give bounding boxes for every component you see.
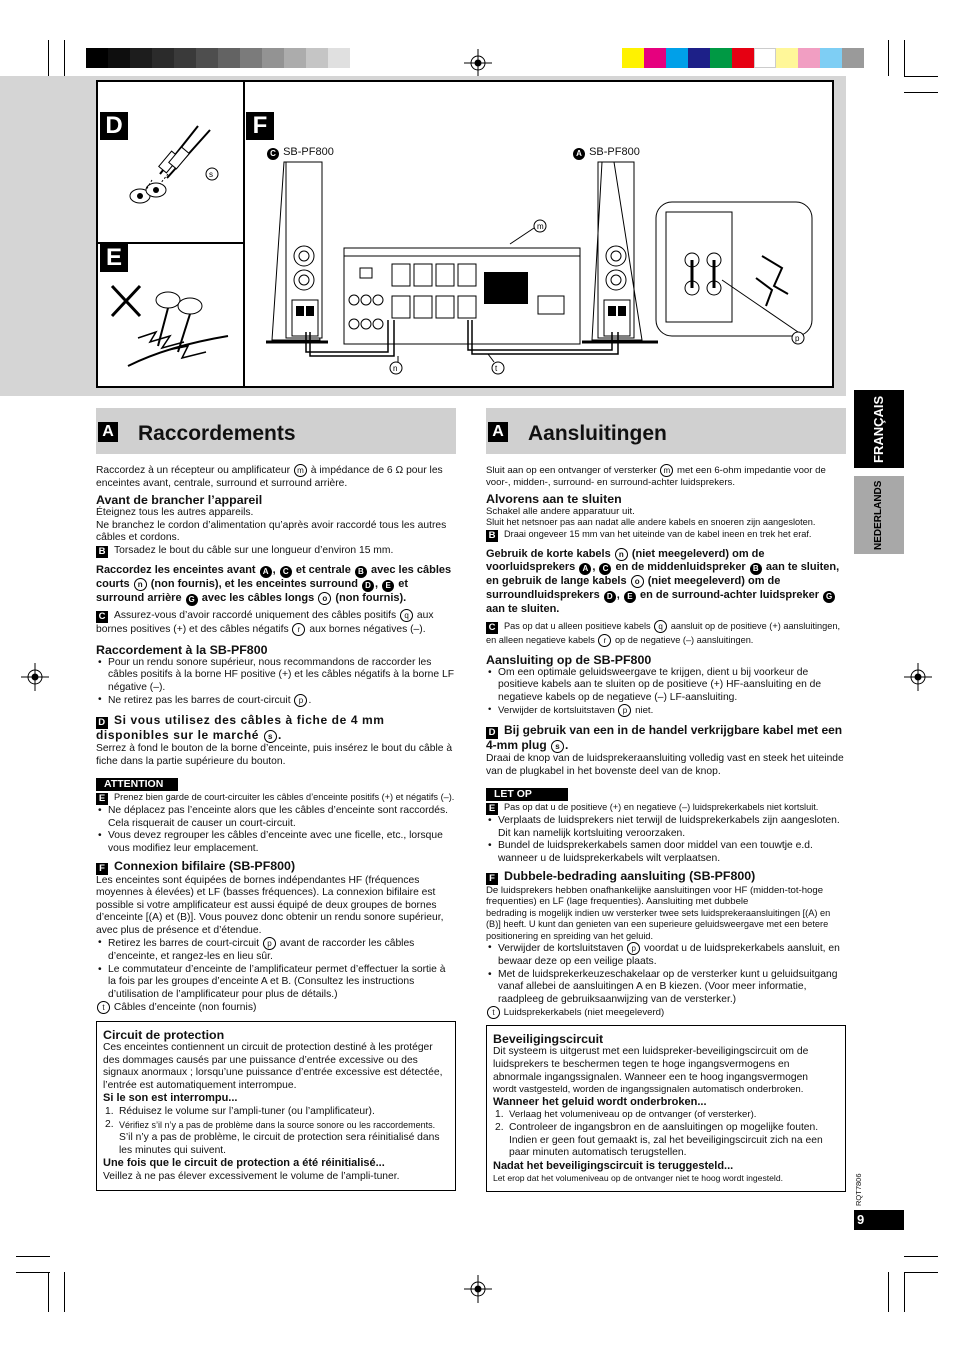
paragraph: Serrez à fond le bouton de la borne d’enceinte, puis insérez le bout du câble à fiche dans la partie supérieure du bouton.: [96, 742, 453, 767]
connection-diagram: [262, 160, 832, 382]
box-title: Beveiligingscircuit: [493, 1032, 604, 1047]
box-paragraph: Ces enceintes contiennent un circuit de protection destiné à les protéger des dommages causés par une puissance d’entrée excessive ou des signaux anormaux ; lorsqu’une puissance d’entrée excessive est détectée, l’entrée est automatiquement interrompue.: [103, 1042, 443, 1091]
speaker-left-label: [266, 146, 334, 160]
language-tab-dutch: [854, 476, 904, 554]
list-item: 2. Vérifiez s’il n’y a pas de problème dans la source sonore ou les raccordements. S’il n’y a pas de problème, le circuit de protection sera réinitialisé dans les minutes qui suivent.: [105, 1118, 440, 1156]
step-b: B Draai ongeveer 15 mm van het uiteinde van de kabel ineen en trek het eraf.: [486, 529, 846, 542]
bullet-list: [96, 805, 456, 855]
speaker-right-label: [572, 146, 640, 160]
box-subtitle: Nadat het beveiligingscircuit is teruggesteld...: [493, 1159, 734, 1172]
section-label: A: [98, 422, 118, 442]
figure-divider: [243, 80, 245, 388]
page-title: Raccordements: [138, 422, 296, 445]
document-code: RQT7806: [854, 1173, 863, 1206]
numbered-list: [493, 1109, 839, 1159]
french-column: [96, 408, 456, 1191]
step-d-title: D Bij gebruik van een in de handel verkrijgbare kabel met een 4-mm plug s .: [486, 722, 843, 752]
box-paragraph: Veillez à ne pas élever excessivement le volume de l’ampli-tuner.: [103, 1170, 400, 1182]
bullet-list: [486, 815, 846, 865]
section-heading: [96, 408, 456, 454]
page-number: 9: [854, 1210, 904, 1230]
step-f-title: F Connexion bifilaire (SB-PF800): [96, 859, 456, 875]
numbered-list: [103, 1106, 449, 1157]
list-item: • Le commutateur d’enceinte de l’amplificateur permet d’effectuer la sortie à la fois par les groupes d’enceinte A et B. (Consultez les instructions d’utilisation de l’amplificateur pour plus de détails.): [108, 964, 456, 1002]
step-c: C Pas op dat u alleen positieve kabels q aansluit op de positieve (+) aansluitingen, en alleen negatieve kabels r op de negatieve (–) aansluitingen.: [486, 620, 841, 645]
bullet-list: [486, 667, 846, 718]
section-subtitle: Aansluiting op de SB-PF800: [486, 652, 652, 667]
box-title: Circuit de protection: [103, 1028, 225, 1043]
bullet-list: [486, 942, 846, 1006]
dutch-column: [486, 408, 846, 1192]
plug-cable-illustration: [112, 118, 232, 218]
box-subtitle: Une fois que le circuit de protection a été réinitialisé...: [103, 1157, 385, 1170]
paragraph: Schakel alle andere apparatuur uit.: [486, 505, 635, 517]
warning-label: LET OP: [486, 784, 846, 802]
protection-circuit-box: [96, 1021, 456, 1191]
callout-p: p: [795, 334, 800, 343]
language-tab-french: [854, 390, 904, 468]
figure-label-d: D: [100, 112, 128, 140]
list-item: • Met de luidsprekerkeuzeschakelaar op de versterker kunt u geluidsuitgang vanaf allebei de aansluitingen A en B kiezen. (Voor meer informatie, raadpleeg de gebruiksaanwijzing van de versterker.): [498, 969, 846, 1007]
paragraph: Sluit het netsnoer pas aan nadat alle andere kabels en snoeren zijn aangesloten.: [486, 517, 816, 528]
step-c: C Assurez-vous d’avoir raccordé uniquement des câbles positifs q aux bornes positives (+) et des câbles négatifs r aux bornes négatives (–).: [96, 609, 434, 635]
step-d-title: D Si vous utilisez des câbles à fiche de 4 mm disponibles sur le marché s .: [96, 712, 385, 742]
callout-s: s: [209, 170, 213, 179]
section-subtitle: Raccordement à la SB-PF800: [96, 642, 268, 657]
language-tab-label: NEDERLANDS: [873, 480, 884, 550]
list-item: • Ne retirez pas les barres de court-circuit p .: [108, 694, 456, 708]
step-e: E Prenez bien garde de court-circuiter les câbles d’enceinte positifs (+) et négatifs (–).: [96, 792, 456, 805]
callout-m: m: [537, 222, 544, 231]
list-item: • Bundel de luidsprekerkabels samen door middel van een touwtje e.d. wanneer u de luidsprekerkabels wilt verplaatsen.: [498, 840, 846, 865]
list-item: 2. Controleer de ingangsbron en de aansluitingen op mogelijke fouten. Indien er geen fout gemaakt is, zal het beveiligingscircuit zich na een paar minuten automatisch terugstellen.: [495, 1122, 823, 1159]
step-e: E Pas op dat u de positieve (+) en negatieve (–) luidsprekerkabels niet kortsluit.: [486, 802, 846, 815]
box-paragraph: Let erop dat het volumeniveau op de ontvanger niet te hoog wordt ingesteld.: [493, 1173, 784, 1184]
box-paragraph: Dit systeem is uitgerust met een luidspreker-beveiligingscircuit om de luidsprekers te beschermen tegen te hoge ingangsvermogens en abnormale ingangssignalen. Wanneer een te hoog ingangsvermogen: [493, 1046, 809, 1083]
registration-mark-left: [21, 663, 49, 691]
speaker-marker-c: C: [267, 148, 279, 160]
warning-label: ATTENTION: [96, 774, 456, 792]
step-f-title: F Dubbele-bedrading aansluiting (SB-PF800): [486, 869, 846, 885]
list-item: • Vous devez regrouper les câbles d’enceinte avec une ficelle, etc., lorsque vous modifiez leur emplacement.: [108, 830, 456, 855]
section-heading: [486, 408, 846, 454]
speaker-model: SB-PF800: [589, 146, 640, 158]
language-tab-label: FRANÇAIS: [871, 395, 886, 463]
paragraph: Ne branchez le cordon d’alimentation qu’après avoir raccordé tous les autres câbles et cordons.: [96, 519, 447, 544]
list-item: 1. Verlaag het volumeniveau op de ontvanger (of versterker).: [495, 1109, 757, 1121]
paragraph: Les enceintes sont équipées de bornes indépendantes HF (fréquences moyennes à élevées) et LF (basses fréquences). La connexion bifilaire est possible si votre amplificateur est aussi équipé de deux groupes de bornes d’enceinte [(A) et (B)]. Vous pouvez donc obtenir un rendu sonore supérieur, avec plus de présence et d’étendue.: [96, 874, 444, 936]
list-item: • Verplaats de luidsprekers niet terwijl de luidsprekerkabels zijn aangesloten. Dit kan namelijk kortsluiting veroorzaken.: [498, 815, 846, 840]
paragraph: Éteignez tous les autres appareils.: [96, 507, 254, 519]
registration-mark-bottom: [464, 1275, 492, 1303]
cable-note: t Câbles d’enceinte (non fournis): [96, 1001, 456, 1015]
page-title: Aansluitingen: [528, 422, 667, 445]
section-label: A: [488, 422, 508, 442]
section-subtitle: Avant de brancher l’appareil: [96, 493, 263, 508]
short-circuit-warning-illustration: [108, 276, 238, 376]
list-item: • Verwijder de kortsluitstaven p niet.: [498, 704, 846, 718]
figure-label-f: F: [246, 112, 274, 140]
callout-n: n: [393, 364, 398, 373]
list-item: • Verwijder de kortsluitstaven p voordat u de luidsprekerkabels aansluit, en bewaar deze op een veilige plaats.: [498, 942, 846, 968]
list-item: • Om een optimale geluidsweergave te krijgen, dient u bij voorkeur de positieve kabels aan te sluiten op de positieve (+) HF-aansluiting en de negatieve kabels op de negatieve (–) LF-aansluiting.: [498, 667, 846, 705]
paragraph: Draai de knop van de luidsprekeraansluiting volledig vast en steek het uiteinde van de plugkabel in het bovenste deel van de knop.: [486, 752, 844, 777]
list-item: • Ne déplacez pas l’enceinte alors que les câbles d’enceinte sont raccordés. Cela risquerait de causer un court-circuit.: [108, 805, 456, 830]
intro-paragraph: Raccordez à un récepteur ou amplificateur m à impédance de 6 Ω pour les enceintes avant, centrale, surround et surround arrière.: [96, 465, 443, 489]
section-subtitle: Alvorens aan te sluiten: [486, 491, 622, 506]
paragraph: De luidsprekers hebben onafhankelijke aansluitingen voor HF (midden-tot-hoge frequenties) en LF (lage frequenties). Aansluiting met dubbele: [486, 884, 824, 908]
speaker-model: SB-PF800: [283, 146, 334, 158]
registration-mark-top: [464, 49, 492, 77]
cable-note: t Luidsprekerkabels (niet meegeleverd): [486, 1006, 846, 1019]
callout-t: t: [495, 364, 498, 373]
list-item: • Retirez les barres de court-circuit p avant de raccorder les câbles d’enceinte, et rangez-les en lieu sûr.: [108, 937, 456, 963]
box-subtitle: Si le son est interrompu...: [103, 1092, 238, 1105]
step-b: B Torsadez le bout du câble sur une longueur d’environ 15 mm.: [96, 545, 456, 558]
intro-paragraph: Sluit aan op een ontvanger of versterker m met een 6-ohm impedantie voor de voor-, midden-, surround- en surround-achter luidsprekers.: [486, 465, 826, 488]
box-subtitle: Wanneer het geluid wordt onderbroken...: [493, 1095, 707, 1108]
instruction-bold: Gebruik de korte kabels n (niet meegeleverd) om de voorluidsprekers A , C en de middenluidspreker B aan te sluiten, en gebruik de lange kabels o (niet meegeleverd) om de surroundluidsprekers D , E en de surround-achter luidspreker G aan te sluiten.: [486, 547, 840, 615]
registration-mark-right: [904, 663, 932, 691]
list-item: • Pour un rendu sonore supérieur, nous recommandons de raccorder les câbles positifs à la borne HF positive (+) et les câbles négatifs à la borne LF négative (–).: [108, 657, 456, 695]
instruction-bold: Raccordez les enceintes avant A , C et centrale B avec les câbles courts n (non fournis), et les enceintes surround D , E et surround arrière G avec les câbles longs o (non fournis).: [96, 563, 452, 604]
bullet-list: [96, 937, 456, 1001]
list-item: 1. Réduisez le volume sur l’ampli-tuner (ou l’amplificateur).: [105, 1106, 375, 1117]
speaker-marker-a: A: [573, 148, 585, 160]
figure-label-e: E: [100, 244, 128, 272]
paragraph: bedrading is mogelijk indien uw versterker twee sets luidsprekeraansluitingen [(A) en (B)] heeft. U kunt dan genieten van een superieure geluidsweergave met een betere positionering en spreiding van het geluid.: [486, 907, 831, 941]
protection-circuit-box: [486, 1025, 846, 1192]
box-paragraph: wordt vastgesteld, worden de ingangssignalen automatisch onderbroken.: [493, 1084, 804, 1096]
bullet-list: [96, 657, 456, 708]
